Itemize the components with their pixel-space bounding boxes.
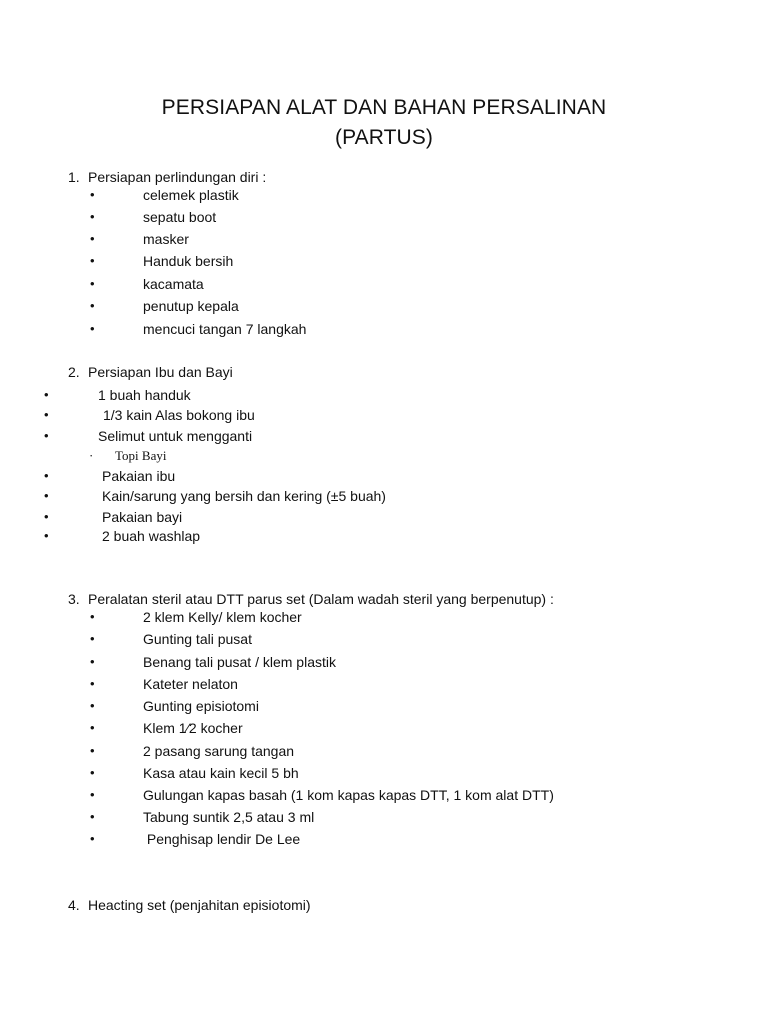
bullet-icon: •: [44, 528, 49, 543]
section-4-heading: [68, 896, 311, 914]
bullet-icon: ·: [89, 448, 94, 463]
list-item-text: Kasa atau kain kecil 5 bh: [143, 765, 299, 781]
bullet-icon: •: [90, 609, 95, 624]
bullet-icon: •: [90, 253, 95, 268]
list-item-text: Klem 1⁄2 kocher: [143, 720, 243, 736]
bullet-icon: •: [44, 468, 49, 483]
section-number: 4.: [68, 897, 80, 913]
bullet-icon: •: [90, 631, 95, 646]
section-number: 3.: [68, 591, 80, 607]
section-2-heading: [68, 363, 233, 381]
section-number: 2.: [68, 364, 80, 380]
bullet-icon: •: [90, 698, 95, 713]
list-item-text: Kain/sarung yang bersih dan kering (±5 buah): [102, 488, 386, 504]
list-item-text: mencuci tangan 7 langkah: [143, 321, 307, 337]
list-item-text: celemek plastik: [143, 187, 239, 203]
list-item-text: Penghisap lendir De Lee: [143, 831, 301, 847]
bullet-icon: •: [90, 298, 95, 313]
bullet-icon: •: [44, 509, 49, 524]
bullet-icon: •: [90, 187, 95, 202]
list-item-text: Pakaian ibu: [102, 468, 176, 484]
document-title-line-1: PERSIAPAN ALAT DAN BAHAN PERSALINAN: [161, 96, 607, 119]
list-item-text: 2 pasang sarung tangan: [143, 743, 295, 759]
bullet-icon: •: [90, 676, 95, 691]
bullet-icon: •: [90, 787, 95, 802]
bullet-icon: •: [90, 654, 95, 669]
list-item-text: 1 buah handuk: [98, 387, 191, 403]
list-item-text: Gunting tali pusat: [143, 631, 252, 647]
list-item-text: Selimut untuk mengganti: [98, 428, 253, 444]
list-item-text: sepatu boot: [143, 209, 217, 225]
list-item-text: 2 klem Kelly/ klem kocher: [143, 609, 302, 625]
list-item-text: Benang tali pusat / klem plastik: [143, 654, 336, 670]
section-1-heading: [68, 168, 266, 186]
bullet-icon: •: [90, 231, 95, 246]
document-title-line-2: (PARTUS): [334, 126, 434, 149]
list-item-text: Kateter nelaton: [143, 676, 238, 692]
bullet-icon: •: [90, 276, 95, 291]
section-3-heading: [68, 590, 554, 608]
list-item-text: 2 buah washlap: [102, 528, 201, 544]
bullet-icon: •: [90, 321, 95, 336]
list-item-text: masker: [143, 231, 189, 247]
section-title: Persiapan Ibu dan Bayi: [88, 364, 233, 380]
bullet-icon: •: [90, 743, 95, 758]
section-title: Peralatan steril atau DTT parus set (Dalam wadah steril yang berpenutup) :: [88, 591, 554, 607]
bullet-icon: •: [44, 387, 49, 402]
list-item-text: Topi Bayi: [115, 448, 167, 463]
bullet-icon: •: [90, 720, 95, 735]
section-title: Heacting set (penjahitan episiotomi): [88, 897, 311, 913]
list-item-text: 1/3 kain Alas bokong ibu: [103, 407, 255, 423]
list-item-text: penutup kepala: [143, 298, 239, 314]
list-item-text: Tabung suntik 2,5 atau 3 ml: [143, 809, 315, 825]
bullet-icon: •: [44, 428, 49, 443]
list-item-text: kacamata: [143, 276, 204, 292]
list-item-text: Handuk bersih: [143, 253, 234, 269]
bullet-icon: •: [90, 209, 95, 224]
bullet-icon: •: [44, 407, 49, 422]
bullet-icon: •: [90, 809, 95, 824]
list-item-text: Gulungan kapas basah (1 kom kapas kapas DTT, 1 kom alat DTT): [143, 787, 554, 803]
section-number: 1.: [68, 169, 80, 185]
bullet-icon: •: [44, 488, 49, 503]
list-item-text: Gunting episiotomi: [143, 698, 259, 714]
section-title: Persiapan perlindungan diri :: [88, 169, 267, 185]
bullet-icon: •: [90, 765, 95, 780]
bullet-icon: •: [90, 831, 95, 846]
list-item-text: Pakaian bayi: [102, 509, 183, 525]
